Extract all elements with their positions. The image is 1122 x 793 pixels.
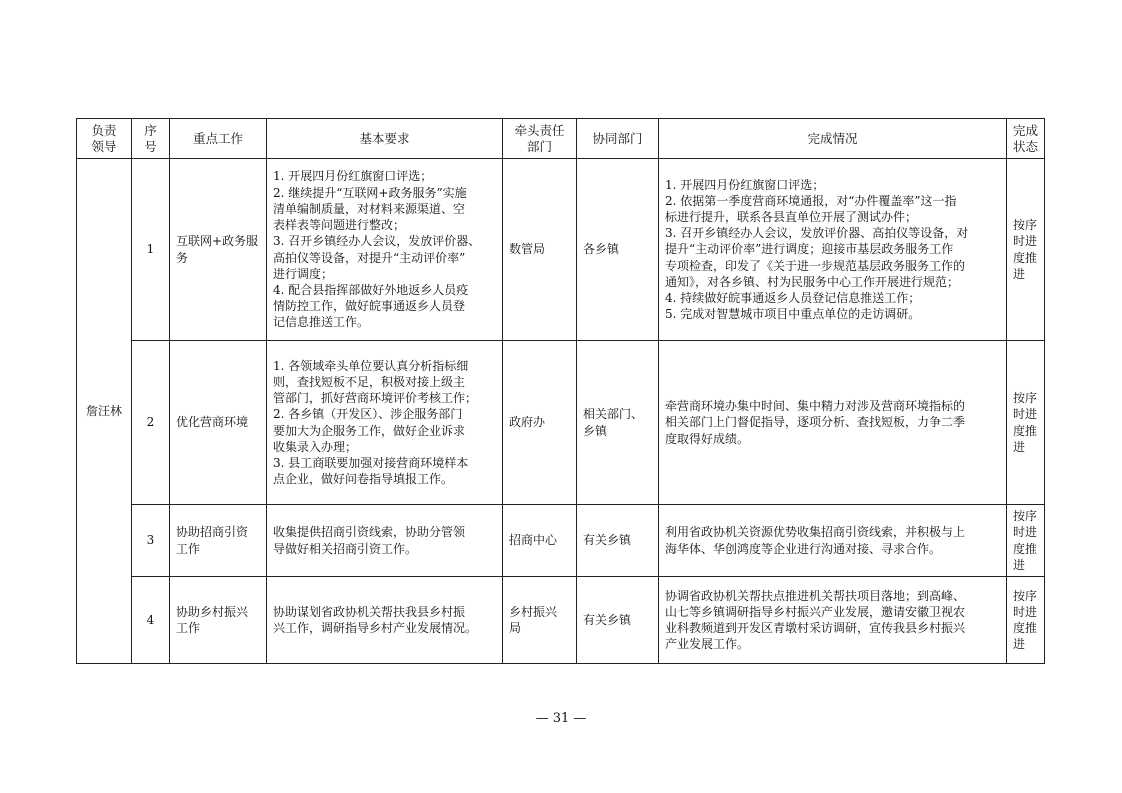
status-cell: 按序 时进 度推 进: [1007, 159, 1045, 341]
table-row: [77, 577, 1045, 664]
lead-dept-cell: 数管局: [503, 159, 577, 341]
requirement-cell: 1. 各领域牵头单位要认真分析指标细 则，查找短板不足，积极对接上级主 管部门，抓好营商环境评价考核工作； 2. 各乡镇（开发区）、涉企服务部门 要加大为企服务工作，做好企业诉求 收集录入办理； 3. 县工商联要加强对接营商环境样本 点企业，做好问卷指导填报工作。: [267, 341, 503, 505]
completion-cell: 1. 开展四月份红旗窗口评选； 2. 依据第一季度营商环境通报，对“办件覆盖率”这一指 标进行提升，联系各县直单位开展了测试办件； 3. 召开乡镇经办人会议，发放评价器、高拍仪等设备，对 提升“主动评价率”进行调度；迎接市基层政务服务工作 专项检查，印发了《关于进一步规范基层政务服务工作的 通知》，对各乡镇、村为民服务中心工作开展进行规范； 4. 持续做好皖事通返乡人员登记信息推送工作； 5. 完成对智慧城市项目中重点单位的走访调研。: [659, 159, 1007, 341]
task-cell: 互联网+政务服务: [170, 159, 267, 341]
header-coop: 协同部门: [577, 119, 659, 159]
seq-cell: 4: [132, 577, 170, 664]
requirement-cell: 收集提供招商引资线索，协助分管领 导做好相关招商引资工作。: [267, 505, 503, 577]
coop-cell: 有关乡镇: [577, 577, 659, 664]
requirement-cell: 1. 开展四月份红旗窗口评选； 2. 继续提升“互联网+政务服务”实施 清单编制质量，对材料来源渠道、空 表样表等问题进行整改； 3. 召开乡镇经办人会议，发放评价器、 高拍仪等设备，对提升“主动评价率” 进行调度； 4. 配合县指挥部做好外地返乡人员疫 情防控工作，做好皖事通返乡人员登 记信息推送工作。: [267, 159, 503, 341]
header-leader: 负责 领导: [77, 119, 132, 159]
header-completion: 完成情况: [659, 119, 1007, 159]
header-lead-dept: 牵头责任 部门: [503, 119, 577, 159]
header-seq: 序 号: [132, 119, 170, 159]
lead-dept-cell: 乡村振兴 局: [503, 577, 577, 664]
status-cell: 按序 时进 度推 进: [1007, 577, 1045, 664]
table-row: [77, 341, 1045, 505]
task-table: [76, 118, 1045, 664]
task-cell: 协助乡村振兴 工作: [170, 577, 267, 664]
task-cell: 优化营商环境: [170, 341, 267, 505]
header-status: 完成 状态: [1007, 119, 1045, 159]
seq-cell: 1: [132, 159, 170, 341]
lead-dept-cell: 招商中心: [503, 505, 577, 577]
leader-cell: 詹汪林: [77, 159, 132, 664]
coop-cell: 有关乡镇: [577, 505, 659, 577]
coop-cell: 各乡镇: [577, 159, 659, 341]
completion-cell: 牵营商环境办集中时间、集中精力对涉及营商环境指标的 相关部门上门督促指导，逐项分析、查找短板，力争二季 度取得好成绩。: [659, 341, 1007, 505]
header-task: 重点工作: [170, 119, 267, 159]
coop-cell: 相关部门、 乡镇: [577, 341, 659, 505]
header-requirement: 基本要求: [267, 119, 503, 159]
requirement-cell: 协助谋划省政协机关帮扶我县乡村振 兴工作，调研指导乡村产业发展情况。: [267, 577, 503, 664]
completion-cell: 利用省政协机关资源优势收集招商引资线索，并积极与上 海华体、华创鸿度等企业进行沟通对接、寻求合作。: [659, 505, 1007, 577]
status-cell: 按序 时进 度推 进: [1007, 341, 1045, 505]
lead-dept-cell: 政府办: [503, 341, 577, 505]
table-row: [77, 505, 1045, 577]
task-cell: 协助招商引资 工作: [170, 505, 267, 577]
seq-cell: 2: [132, 341, 170, 505]
status-cell: 按序 时进 度推 进: [1007, 505, 1045, 577]
header-row: [77, 119, 1045, 159]
completion-cell: 协调省政协机关帮扶点推进机关帮扶项目落地；到高峰、 山七等乡镇调研指导乡村振兴产业发展，邀请安徽卫视农 业科教频道到开发区青墩村采访调研，宣传我县乡村振兴 产业发展工作。: [659, 577, 1007, 664]
table-row: [77, 159, 1045, 341]
page-number: — 31 —: [535, 711, 587, 726]
seq-cell: 3: [132, 505, 170, 577]
